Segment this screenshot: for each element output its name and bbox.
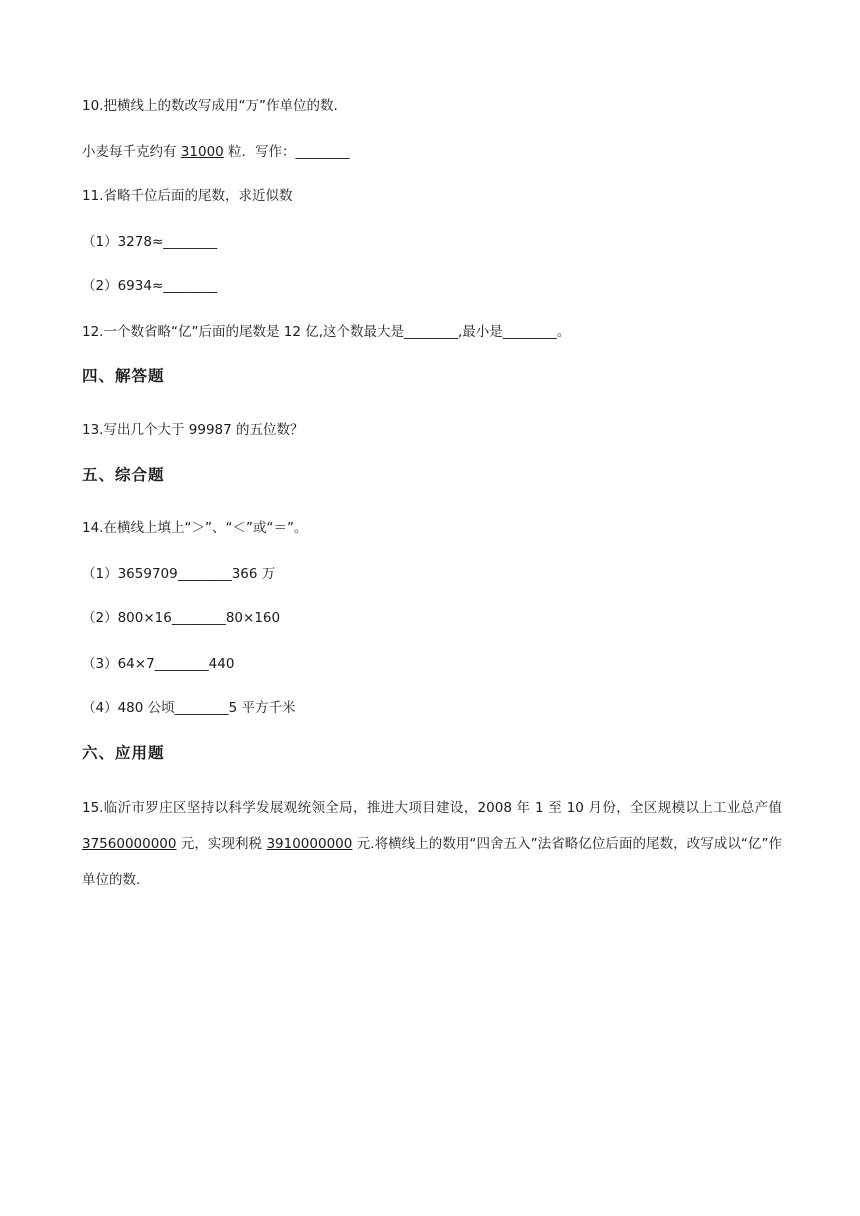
section-6-heading: 六、应用题 — [82, 744, 165, 762]
question-14-item-4: （4）480 公顷________5 平方千米 — [82, 700, 296, 716]
question-15-part-3: 元.将横线上的数用“四舍五入”法省略亿位后面的尾数，改写成以“亿”作单位的数. — [82, 836, 782, 888]
question-11-item-2: （2）6934≈________ — [82, 278, 218, 294]
question-15-paragraph — [82, 790, 782, 898]
question-15-number-2: 3910000000 — [266, 836, 353, 852]
question-10-suffix: 粒．写作：________ — [223, 144, 350, 160]
question-12-text: 12.一个数省略“亿”后面的尾数是 12 亿,这个数最大是________,最小是________。 — [82, 324, 571, 340]
question-13-text: 13.写出几个大于 99987 的五位数？ — [82, 422, 304, 438]
question-14-item-1: （1）3659709________366 万 — [82, 566, 276, 582]
section-4-heading: 四、解答题 — [82, 367, 165, 385]
question-15-part-2: 元，实现利税 — [176, 836, 267, 852]
question-11-item-1: （1）3278≈________ — [82, 234, 218, 250]
question-15-part-1: 15.临沂市罗庄区坚持以科学发展观统领全局，推进大项目建设，2008 年 1 至 10 月份，全区规模以上工业总产值 — [82, 800, 782, 816]
question-14-item-3: （3）64×7________440 — [82, 656, 235, 672]
question-10-prefix: 小麦每千克约有 — [82, 144, 181, 160]
question-10-number: 31000 — [180, 144, 224, 160]
question-10-line — [82, 142, 350, 162]
question-14-item-2: （2）800×16________80×160 — [82, 610, 281, 626]
question-11-title: 11.省略千位后面的尾数，求近似数 — [82, 188, 293, 204]
question-10-title: 10.把横线上的数改写成用“万”作单位的数. — [82, 98, 338, 114]
question-15-number-1: 37560000000 — [82, 836, 177, 852]
section-5-heading: 五、综合题 — [82, 466, 165, 484]
question-14-title: 14.在横线上填上“＞”、“＜”或“＝”。 — [82, 520, 308, 536]
